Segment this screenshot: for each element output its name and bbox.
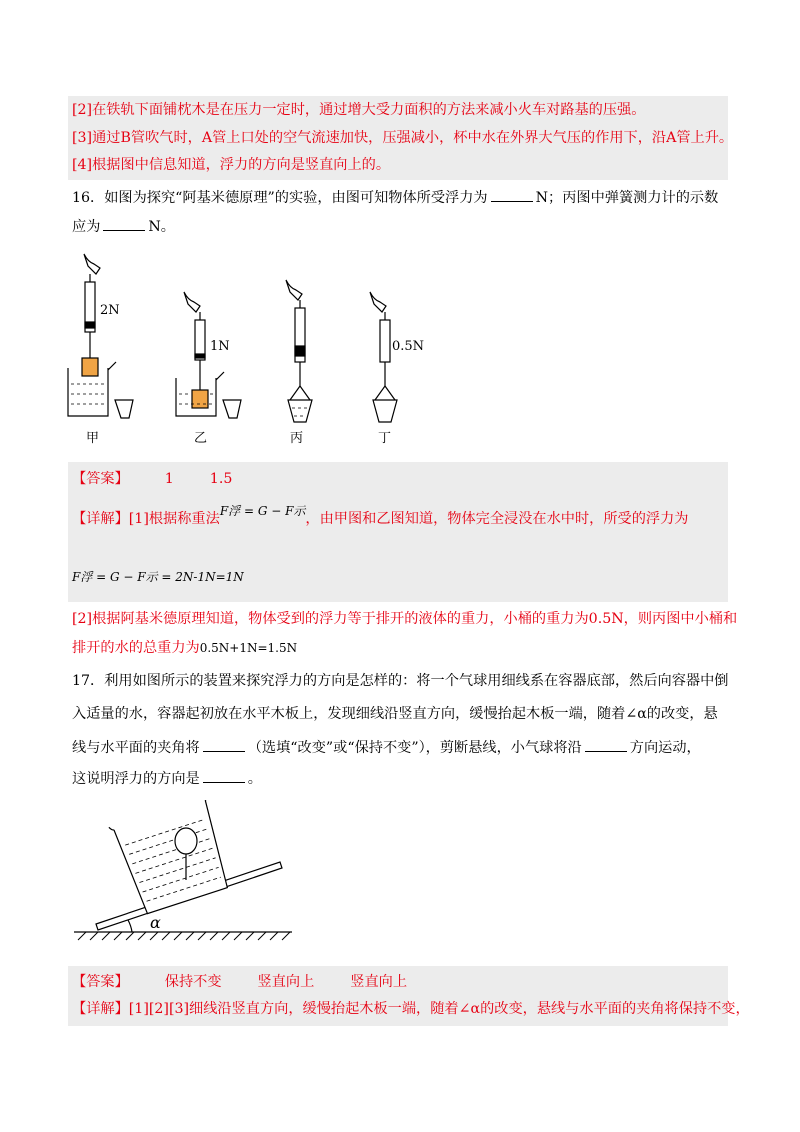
q16-figure — [60, 250, 460, 455]
q16-answer — [72, 469, 232, 489]
q17-answer — [72, 972, 407, 992]
q17-blank-2[interactable] — [585, 737, 627, 752]
q17-blank-3[interactable] — [203, 768, 245, 783]
q16-answer-1: 1 — [164, 471, 174, 487]
q16-detail-1b: ，由甲图和乙图知道，物体完全浸没在水中时，所受的浮力为 — [305, 511, 689, 527]
q16-detail-2b: 排开的水的总重力为 — [72, 640, 200, 656]
explanation-line-2: [2]在铁轨下面铺枕木是在压力一定时，通过增大受力面积的方法来减小火车对路基的压强。 — [72, 102, 646, 118]
label-jia: 甲 — [86, 431, 100, 446]
q16-text-b: N；丙图中弹簧测力计的示数 — [535, 190, 719, 206]
question-17-line-4 — [72, 768, 262, 789]
q17-text-g: 。 — [247, 771, 262, 787]
q16-detail-1a: [1]根据称重法 — [128, 511, 220, 527]
question-17-line-1: 17．利用如图所示的装置来探究浮力的方向是怎样的：将一个气球用细线系在容器底部，然后向容器中倒 — [72, 673, 729, 689]
answer-tag: 【答案】 — [72, 974, 129, 990]
q16-text-d: N。 — [148, 219, 175, 235]
detail-tag: 【详解】 — [72, 511, 129, 527]
q17-detail-1-text: [1][2][3]细线沿竖直方向，缓慢抬起木板一端，随着∠α的改变，悬线与水平面的夹角将保持不变， — [128, 1001, 750, 1017]
explanation-line-4: [4]根据图中信息知道，浮力的方向是竖直向上的。 — [72, 157, 391, 173]
alpha-label: α — [150, 913, 161, 932]
label-yi: 乙 — [194, 431, 208, 446]
q17-detail-1 — [72, 999, 750, 1019]
q17-text-c: 线与水平面的夹角将 — [72, 740, 200, 756]
question-17-line-2: 入适量的水，容器起初放在水平木板上，发现细线沿竖直方向，缓慢抬起木板一端，随着∠α的改变，悬 — [72, 706, 718, 722]
q16-text-c: 应为 — [72, 219, 101, 235]
detail-tag: 【详解】 — [72, 1001, 129, 1017]
q17-text-f: 这说明浮力的方向是 — [72, 771, 200, 787]
q16-answer-2: 1.5 — [209, 471, 233, 487]
question-16-line-2 — [72, 216, 175, 237]
q16-formula-line — [72, 567, 244, 587]
q17-answer-3: 竖直向上 — [350, 974, 408, 990]
figure-yi — [176, 292, 241, 418]
figure-bing — [286, 280, 312, 422]
label-ding: 丁 — [378, 431, 392, 446]
explanation-line-3: [3]通过B管吹气时，A管上口处的空气流速加快，压强减小，杯中水在外界大气压的作用下，沿A管上升。 — [72, 130, 734, 146]
q16-formula-1: F浮 = G − F示 — [219, 504, 306, 518]
q17-figure — [70, 800, 310, 950]
answer-tag: 【答案】 — [72, 471, 129, 487]
q16-blank-2[interactable] — [103, 216, 145, 231]
q17-text-d: （选填“改变”或“保持不变”），剪断悬线，小气球将沿 — [247, 740, 582, 756]
reading-ding: 0.5N — [392, 339, 425, 354]
reading-yi: 1N — [210, 339, 230, 354]
q17-blank-1[interactable] — [203, 737, 245, 752]
figure-ding — [370, 292, 397, 422]
q16-blank-1[interactable] — [491, 187, 533, 202]
figure-jia — [68, 254, 133, 418]
q16-formula-3: 0.5N+1N=1.5N — [199, 641, 298, 655]
question-17-line-3 — [72, 737, 701, 758]
q17-text-e: 方向运动， — [629, 740, 701, 756]
q16-formula-2: F浮 = G − F示 = 2N-1N=1N — [72, 570, 244, 584]
label-bing: 丙 — [290, 431, 304, 446]
q16-detail-2b-line — [72, 638, 297, 658]
q16-detail-1 — [72, 504, 689, 529]
reading-jia: 2N — [100, 303, 120, 318]
q16-detail-2a: [2]根据阿基米德原理知道，物体受到的浮力等于排开的液体的重力，小桶的重力为0.5N，则丙图中小桶和 — [72, 611, 738, 627]
q17-answer-2: 竖直向上 — [257, 974, 315, 990]
question-16-line-1 — [72, 187, 718, 208]
q17-answer-1: 保持不变 — [164, 974, 222, 990]
q16-text-a: 16．如图为探究“阿基米德原理”的实验，由图可知物体所受浮力为 — [72, 190, 488, 206]
